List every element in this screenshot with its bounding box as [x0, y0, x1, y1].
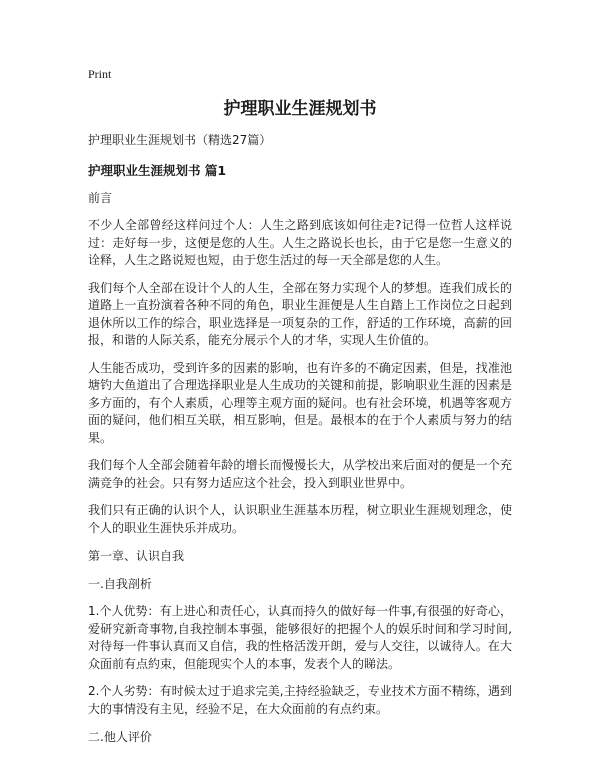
section-title: 护理职业生涯规划书 篇1	[88, 163, 227, 178]
paragraph: 我们每个人全部在设计个人的人生，全部在努力实现个人的梦想。连我们成长的道路上一直扮演着各种不同的角色，职业生涯便是人生自踏上工作岗位之日起到退休所以工作的综合，职业选择是一项复杂的工作，舒适的工作环境，高薪的回报，和谐的人际关系，能充分展示个人的才华，实现人生价值的。	[88, 280, 512, 347]
preface-heading: 前言	[88, 191, 113, 205]
list-item: 1.个人优势：有上进心和责任心，认真而持久的做好每一件事,有很强的好奇心，爱研究新奇事物,自我控制本事强，能够很好的把握个人的娱乐时间和学习时间,对待每一件事认真而又自信，我的性格活泼开朗，爱与人交往，以诚待人。在大众面前有点約束，但能现实个人的本事，发表个人的睇法。	[88, 604, 512, 671]
subsection-heading: 一.自我剖析	[88, 577, 152, 591]
paragraph: 我们只有正确的认识个人，认识职业生涯基本历程，树立职业生涯规划理念，使个人的职业生涯快乐并成功。	[88, 503, 512, 535]
print-link[interactable]: Print	[88, 67, 112, 81]
chapter-heading: 第一章、认识自我	[88, 549, 185, 563]
paragraph: 人生能否成功，受到许多的因素的影响，也有许多的不确定因素，但是，找准池塘钓大鱼道出了合理选择职业是人生成功的关键和前提，影响职业生涯的因素是多方面的，有个人素质，心理等主观方面的疑问。也有社会环境，机遇等客观方面的疑问，他们相互关联，相互影响，但是。最根本的在于个人素质与努力的结果。	[88, 360, 512, 445]
document-title: 护理职业生涯规划书	[223, 99, 377, 119]
paragraph: 我们每个人全部会随着年龄的增长而慢慢长大，从学校出来后面对的便是一个充满竞争的社会。只有努力适应这个社会，投入到职业世界中。	[88, 458, 512, 490]
list-item: 2.个人劣势：有时候太过于追求完美,主持经验缺乏，专业技术方面不精练，遇到大的事情没有主见，经验不足，在大众面前的有点约束。	[88, 684, 512, 716]
paragraph: 不少人全部曾经这样问过个人：人生之路到底该如何往走?记得一位哲人这样说过：走好每一步，这便是您的人生。人生之路说长也长，由于它是您一生意义的诠释，人生之路说短也短，由于您生活过的每一天全部是您的人生。	[88, 218, 512, 267]
subsection-heading: 二.他人评价	[88, 730, 152, 744]
document-subtitle: 护理职业生涯规划书（精选27篇）	[88, 133, 272, 147]
